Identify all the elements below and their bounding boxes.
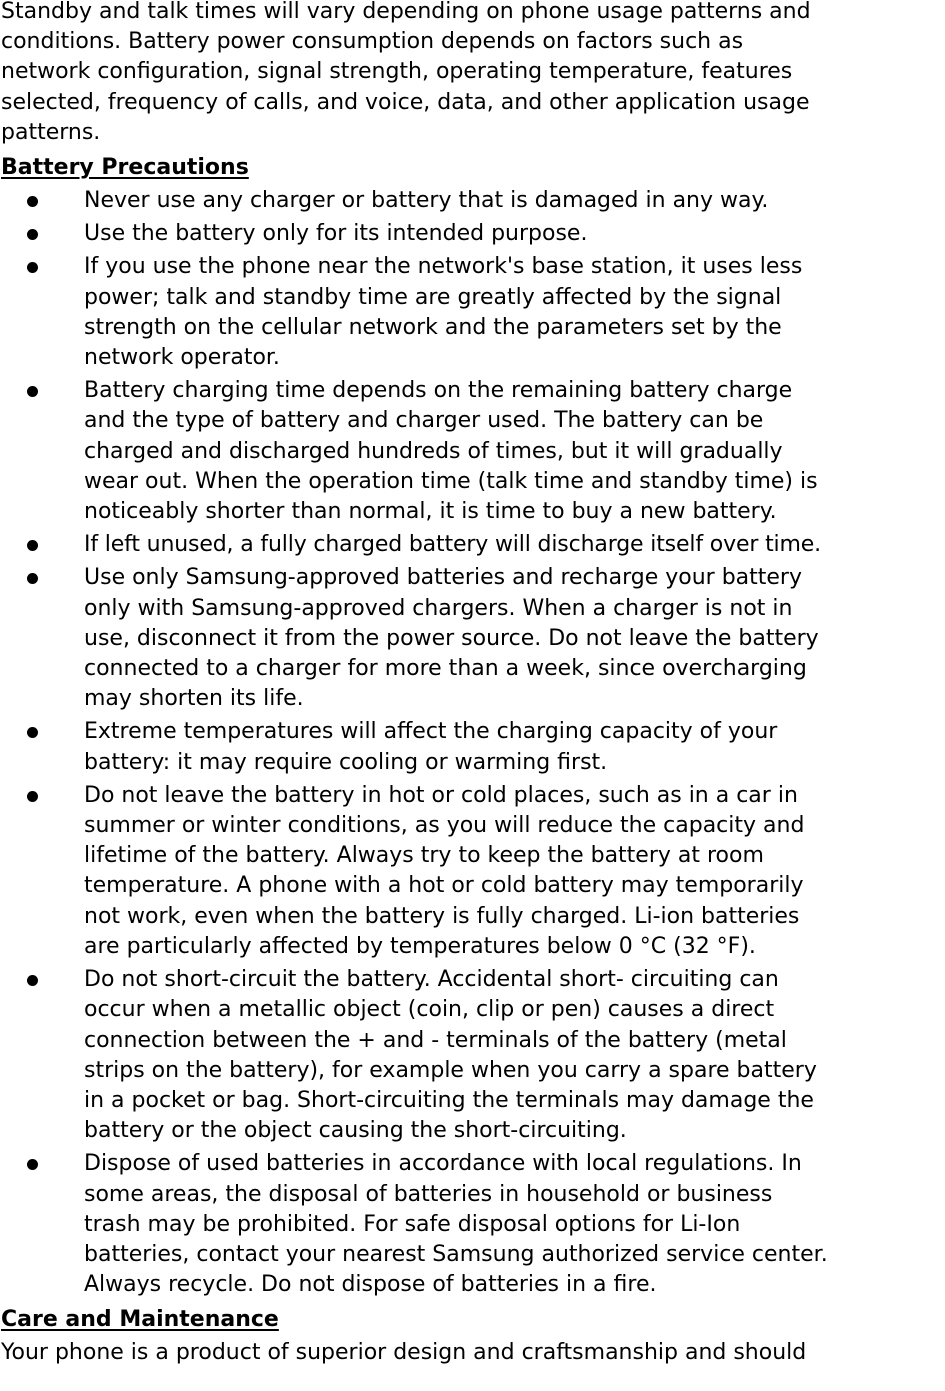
bullet-icon bbox=[27, 229, 38, 240]
list-item bbox=[1, 252, 945, 373]
battery-precautions-heading: Battery Precautions bbox=[1, 155, 249, 181]
list-item bbox=[1, 563, 945, 714]
list-item-text: Battery charging time depends on the remaining battery charge and the type of battery and charger used. The battery can be charged and discharged hundreds of times, but it will gradually wear out. When the operation time (talk time and standby time) is noticeably shorter than normal, it is time to buy a new battery. bbox=[84, 378, 818, 525]
bullet-icon bbox=[27, 791, 38, 802]
battery-precautions-list bbox=[1, 186, 945, 1300]
list-item bbox=[1, 1149, 945, 1300]
list-item-text: If left unused, a fully charged battery will discharge itself over time. bbox=[84, 532, 822, 558]
list-item bbox=[1, 965, 945, 1146]
bullet-icon bbox=[27, 573, 38, 584]
list-item bbox=[1, 781, 945, 962]
bullet-icon bbox=[27, 727, 38, 738]
bullet-icon bbox=[27, 386, 38, 397]
care-and-maintenance-paragraph: Your phone is a product of superior design and craftsmanship and should bbox=[1, 1340, 807, 1366]
list-item-text: If you use the phone near the network's base station, it uses less power; talk and standby time are greatly affected by the signal strength on the cellular network and the parameters set by the network operator. bbox=[84, 254, 803, 371]
list-item-text: Never use any charger or battery that is damaged in any way. bbox=[84, 188, 769, 214]
bullet-icon bbox=[27, 1159, 38, 1170]
list-item-text: Do not short-circuit the battery. Accidental short- circuiting can occur when a metallic object (coin, clip or pen) causes a direct connection between the + and - terminals of the battery (metal strips on the battery), for example when you carry a spare battery in a pocket or bag. Short-circuiting the terminals may damage the battery or the object causing the short-circuiting. bbox=[84, 967, 817, 1144]
bullet-icon bbox=[27, 540, 38, 551]
list-item-text: Dispose of used batteries in accordance with local regulations. In some areas, the disposal of batteries in household or business trash may be prohibited. For safe disposal options for Li-Ion batteries, contact your nearest Samsung authorized service center. Always recycle. Do not dispose of batteries in a fire. bbox=[84, 1151, 828, 1298]
list-item-text: Use the battery only for its intended purpose. bbox=[84, 221, 588, 247]
list-item bbox=[1, 376, 945, 527]
bullet-icon bbox=[27, 975, 38, 986]
intro-paragraph: Standby and talk times will vary depending on phone usage patterns and conditions. Battery power consumption depends on factors such as network configuration, signal strength, operating temperature, features selected, frequency of calls, and voice, data, and other application usage patterns. bbox=[1, 0, 811, 145]
care-and-maintenance-heading: Care and Maintenance bbox=[1, 1307, 279, 1333]
list-item bbox=[1, 186, 945, 216]
list-item-text: Do not leave the battery in hot or cold places, such as in a car in summer or winter conditions, as you will reduce the capacity and lifetime of the battery. Always try to keep the battery at room temperature. A phone with a hot or cold battery may temporarily not work, even when the battery is fully charged. Li-ion batteries are particularly affected by temperatures below 0 °C (32 °F). bbox=[84, 782, 805, 959]
list-item-text: Use only Samsung-approved batteries and recharge your battery only with Samsung-approved chargers. When a charger is not in use, disconnect it from the power source. Do not leave the battery connected to a charger for more than a week, since overcharging may shorten its life. bbox=[84, 565, 819, 712]
list-item bbox=[1, 717, 945, 777]
list-item-text: Extreme temperatures will affect the charging capacity of your battery: it may require cooling or warming first. bbox=[84, 719, 778, 775]
bullet-icon bbox=[27, 196, 38, 207]
list-item bbox=[1, 219, 945, 249]
list-item bbox=[1, 530, 945, 560]
document-page bbox=[1, 0, 945, 1369]
bullet-icon bbox=[27, 262, 38, 273]
